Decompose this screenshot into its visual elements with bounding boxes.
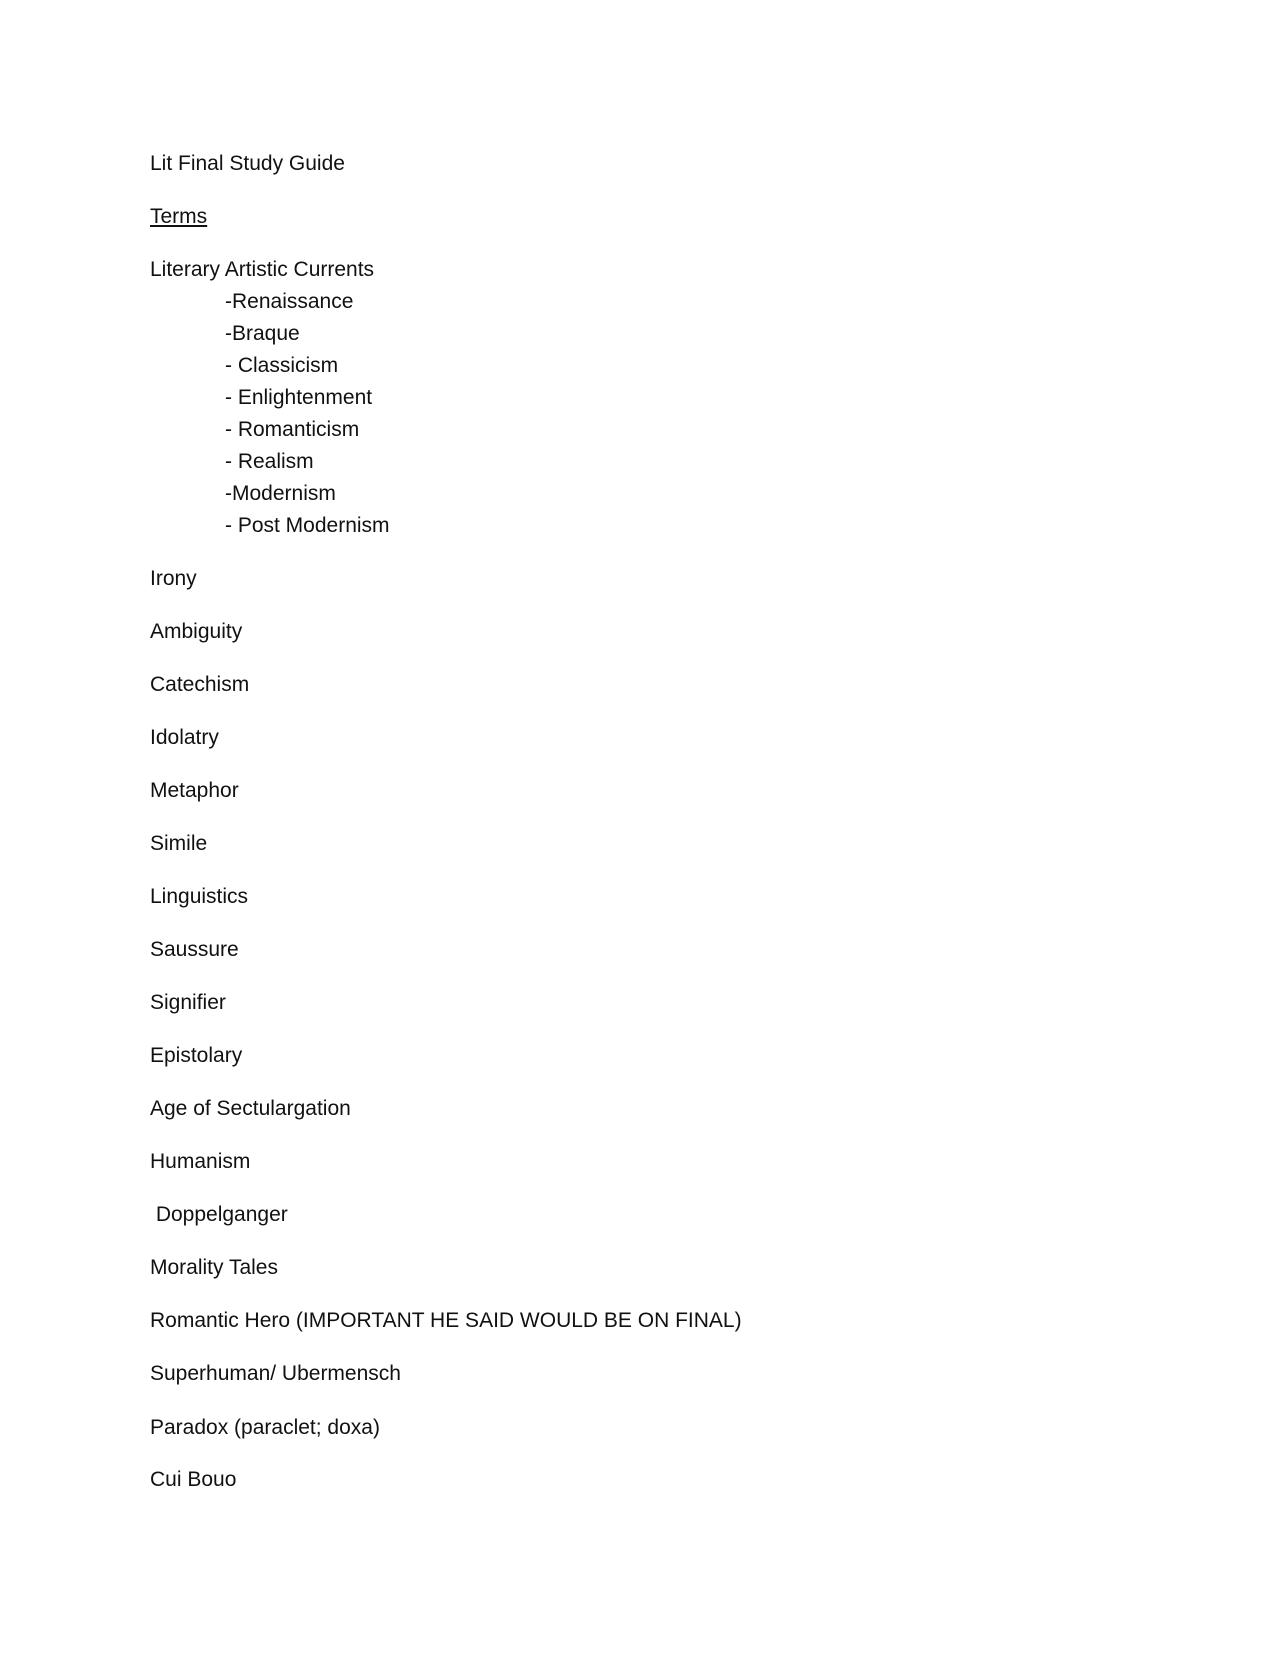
current-item: - Enlightenment: [225, 386, 373, 409]
term-item: Humanism: [150, 1150, 251, 1173]
currents-heading: Literary Artistic Currents: [150, 258, 375, 281]
section-heading-terms: Terms: [150, 205, 208, 228]
term-item: Signifier: [150, 991, 226, 1014]
term-item: Cui Bouo: [150, 1468, 237, 1491]
term-item: Simile: [150, 832, 208, 855]
term-item: Paradox (paraclet; doxa): [150, 1416, 380, 1439]
term-item: Linguistics: [150, 885, 249, 908]
term-item: Doppelganger: [150, 1203, 288, 1226]
term-item: Ambiguity: [150, 620, 243, 643]
current-item: - Classicism: [225, 354, 339, 377]
current-item: - Post Modernism: [225, 514, 390, 537]
current-item: - Realism: [225, 450, 314, 473]
document-title: Lit Final Study Guide: [150, 152, 345, 175]
term-item: Age of Sectulargation: [150, 1097, 351, 1120]
term-item: Catechism: [150, 673, 250, 696]
term-item: Idolatry: [150, 726, 219, 749]
current-item: -Braque: [225, 322, 300, 345]
term-item: Saussure: [150, 938, 239, 961]
term-item: Superhuman/ Ubermensch: [150, 1362, 401, 1385]
term-item: Irony: [150, 567, 197, 590]
term-item: Epistolary: [150, 1044, 243, 1067]
current-item: -Modernism: [225, 482, 336, 505]
term-item: Metaphor: [150, 779, 239, 802]
term-item: Morality Tales: [150, 1256, 278, 1279]
term-item: Romantic Hero (IMPORTANT HE SAID WOULD BE ON FINAL): [150, 1309, 742, 1332]
current-item: - Romanticism: [225, 418, 360, 441]
current-item: -Renaissance: [225, 290, 354, 313]
